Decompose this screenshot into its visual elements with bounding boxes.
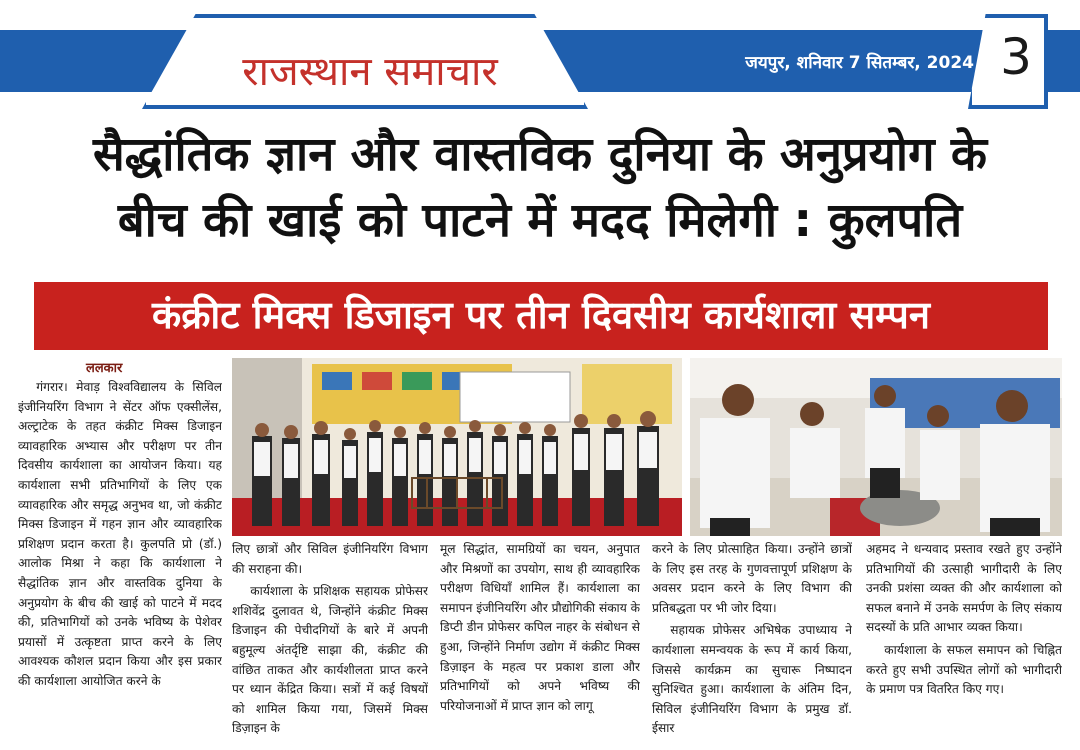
article-paragraph: करने के लिए प्रोत्साहित किया। उन्होंने छात्रों के लिए इस तरह के गुणवत्तापूर्ण प्रशिक्षण के अवसर प्रदान करने के लिए विभाग की प्रतिबद्धता पर भी जोर दिया। <box>652 542 852 615</box>
article-column-1 <box>18 378 222 746</box>
headline <box>18 122 1062 254</box>
article-column-2 <box>232 540 428 746</box>
headline-line-2: बीच की खाई को पाटने में मदद मिलेगी : कुलपति <box>117 193 963 248</box>
group-photo <box>232 358 682 536</box>
workshop-photo-illustration <box>690 358 1062 536</box>
headline-line-1: सैद्धांतिक ज्ञान और वास्तविक दुनिया के अनुप्रयोग के <box>92 127 988 182</box>
dateline: जयपुर, शनिवार 7 सितम्बर, 2024 <box>745 53 974 73</box>
subheadline: कंक्रीट मिक्स डिजाइन पर तीन दिवसीय कार्यशाला सम्पन <box>152 293 930 337</box>
article-paragraph: लिए छात्रों और सिविल इंजीनियरिंग विभाग की सराहना की। <box>232 542 428 576</box>
byline: ललकार <box>86 361 123 376</box>
article-column-4 <box>652 540 852 746</box>
article-column-5 <box>866 540 1062 746</box>
article-paragraph: सहायक प्रोफेसर अभिषेक उपाध्याय ने कार्यशाला समन्वयक के रूप में कार्य किया, जिससे कार्यक्रम का सुचारू निष्पादन सुनिश्चित हुआ। कार्यशाला के अंतिम दिन, सिविल इंजीनियरिंग विभाग के प्रमुख डॉ. ईसार <box>652 623 852 736</box>
article-column-3 <box>440 540 640 746</box>
article-paragraph: अहमद ने धन्यवाद प्रस्ताव रखते हुए उन्होंने प्रतिभागियों की उत्साही भागीदारी के लिए उनकी प्रशंसा व्यक्त की और कार्यशाला को सफल बनाने में उनके समर्पण के लिए संकाय सदस्यों के प्रति आभार व्यक्त किया। <box>866 542 1062 635</box>
newspaper-title: राजस्थान समाचार <box>242 49 498 95</box>
group-photo-illustration <box>232 358 682 536</box>
article-paragraph: कार्यशाला के सफल समापन को चिह्नित करते हुए सभी उपस्थित लोगों को भागीदारी के प्रमाण पत्र वितरित किए गए। <box>866 642 1062 697</box>
page-number: 3 <box>1000 28 1032 86</box>
article-paragraph: कार्यशाला के प्रशिक्षक सहायक प्रोफेसर शशिवेंद्र दुलावत थे, जिन्होंने कंक्रीट मिक्स डिजाइन की पेचीदगियों के बारे में अपनी बहुमूल्य अंतर्दृष्टि साझा की, कंक्रीट की वांछित ताकत और कार्यशीलता प्राप्त करने पर ध्यान केंद्रित किया। सत्रों में कई विषयों को शामिल किया गया, जिसमें मिक्स डिज़ाइन के <box>232 584 428 736</box>
workshop-photo <box>690 358 1062 536</box>
article-paragraph: गंगरार। मेवाड़ विश्वविद्यालय के सिविल इंजीनियरिंग विभाग ने सेंटर ऑफ एक्सीलेंस, अल्ट्राटेक के तहत कंक्रीट मिक्स डिजाइन व्यावहारिक अभ्यास और परीक्षण पर तीन दिवसीय कार्यशाला का आयोजन किया। यह कार्यशाला सभी प्रतिभागियों के लिए एक व्यावहारिक और समृद्ध अनुभव था, जो कंक्रीट मिक्स डिजाइन में गहन ज्ञान और व्यावहारिक प्रशिक्षण प्रदान करता है। कुलपति प्रो (डॉ.) आलोक मिश्रा ने कहा कि कार्यशाला ने सैद्धांतिक ज्ञान और वास्तविक दुनिया के अनुप्रयोग के बीच की खाई को पाटने में मदद की, प्रतिभागियों को उनके भविष्य के पेशेवर प्रयासों में उत्कृष्टता प्राप्त करने के लिए आवश्यक कौशल प्रदान किया और इस प्रकार की कार्यशाला आयोजित करने के <box>18 380 222 688</box>
article-paragraph: मूल सिद्धांत, सामग्रियों का चयन, अनुपात और मिश्रणों का उपयोग, साथ ही व्यावहारिक परीक्षण विधियाँ शामिल हैं। कार्यशाला का समापन इंजीनियरिंग और प्रौद्योगिकी संकाय के डिप्टी डीन प्रोफेसर कपिल नाहर के संबोधन से हुआ, जिन्होंने निर्माण उद्योग में कंक्रीट मिक्स डिज़ाइन के महत्व पर प्रकाश डाला और प्रतिभागियों को अपने भविष्य की परियोजनाओं में प्राप्त ज्ञान को लागू <box>440 542 640 713</box>
